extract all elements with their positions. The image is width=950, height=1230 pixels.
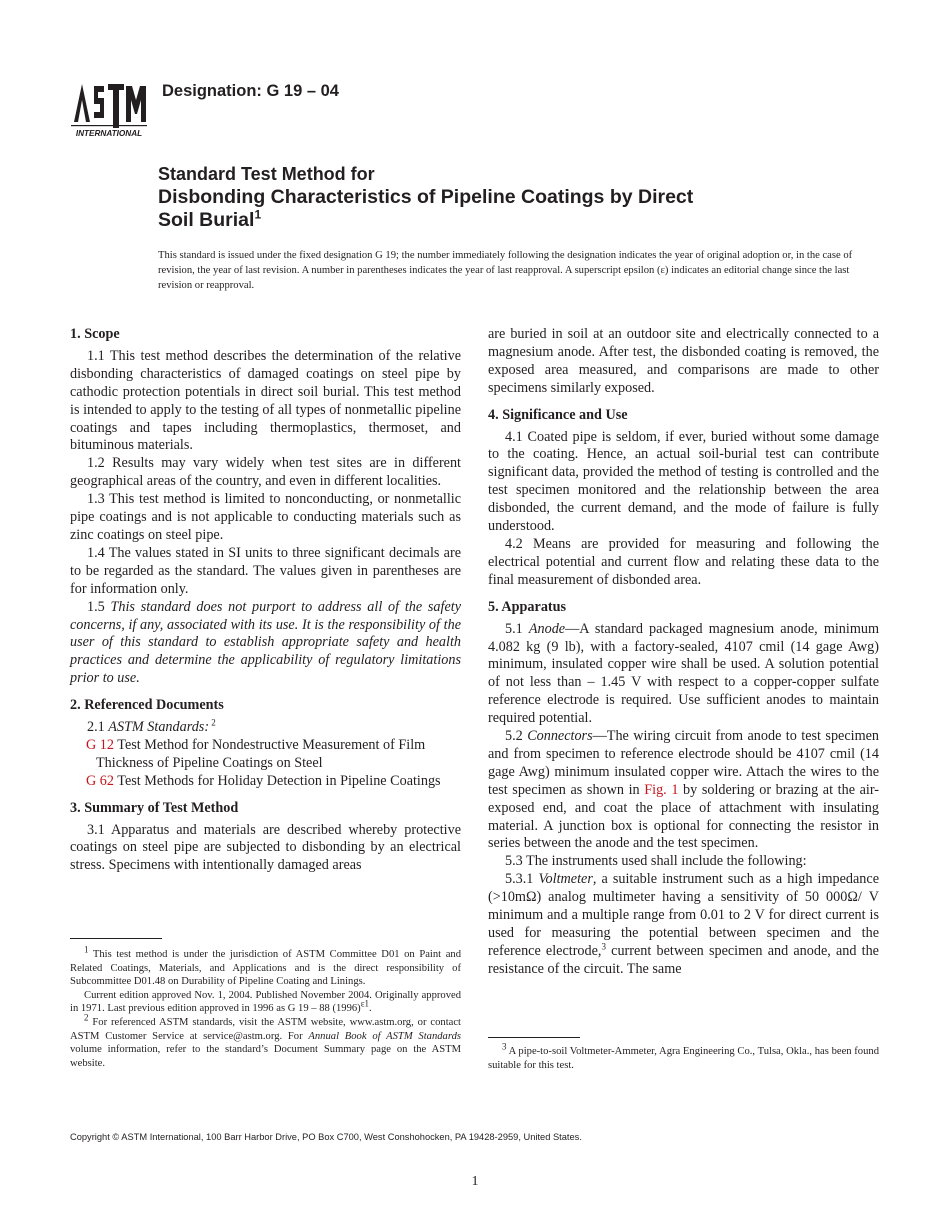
astm-logo: [68, 78, 150, 140]
section-heading-significance: 4. Significance and Use: [488, 406, 628, 423]
title-line-1: Standard Test Method for: [158, 164, 375, 184]
section-heading-apparatus: 5. Apparatus: [488, 598, 567, 615]
figure-1-link[interactable]: Fig. 1: [644, 781, 679, 798]
copyright-notice: Copyright © ASTM International, 100 Barr Harbor Drive, PO Box C700, West Conshohocken, PA 19428-2959, United States.: [70, 1132, 582, 1142]
title-footnote-mark: 1: [254, 207, 262, 222]
section-heading-summary: 3. Summary of Test Method: [70, 799, 239, 816]
footnotes-right: [488, 1041, 879, 1072]
designation: Designation: G 19 – 04: [162, 82, 339, 100]
paragraph-5-3-1: 5.3.1 Voltmeter, a suitable instrument such as a high impedance (>10mΩ) analog multimeter having a sensitivity of 50 000Ω/ V minimum and a multiple range from 0.01 to 2 V for direct current is used for measuring the potential between specimen and the reference electrode,$^3$ current between specimen and anode, and the resistance of the circuit. The same: [488, 871, 879, 977]
reference-link-g62[interactable]: G 62: [86, 772, 114, 789]
paragraph-2-1: 2.1 ASTM Standards: $^2$: [87, 717, 216, 736]
paragraph-1-3: 1.3 This test method is limited to nonconducting, or nonmetallic pipe coatings and is not applicable to conducting materials such as zinc coatings on steel pipe.: [70, 491, 461, 543]
paragraph-4-1: 4.1 Coated pipe is seldom, if ever, buried without some damage to the coating. Hence, an actual soil-burial test can contribute significant data, provided the method of testing is controlled and the test specimen monitored and the relationship between the area disbonded, the current demand, and the mode of failure is fully understood.: [488, 428, 879, 535]
title-line-2: Disbonding Characteristics of Pipeline Coatings by Direct: [158, 186, 694, 208]
svg-text:INTERNATIONAL: INTERNATIONAL: [75, 129, 143, 138]
title-line-3: Soil Burial: [158, 209, 255, 231]
footnote-divider-right: [488, 1037, 580, 1038]
paragraph-5-3: 5.3 The instruments used shall include the following:: [505, 853, 807, 870]
section-heading-referenced: 2. Referenced Documents: [70, 697, 224, 714]
footnote-1: $^1$ This test method is under the jurisdiction of ASTM Committee D01 on Paint and Related Coatings, Materials, and Applications and is the direct responsibility of Subcommittee D01.48 on Durability of Pipeline Coating and Linings.: [70, 944, 461, 988]
footnote-1-edition: Current edition approved Nov. 1, 2004. Published November 2004. Originally approved in 1971. Last previous edition approved in 1996 as G 19 – 88 $(1996)^{\varepsilon 1}$.: [70, 989, 461, 1015]
section-heading-scope: 1. Scope: [70, 326, 120, 342]
paragraph-5-1: 5.1 Anode—A standard packaged magnesium anode, minimum 4.082 kg (9 lb), with a factory-sealed, 4107 cmil (14 gage Awg) minimum, insulated copper wire shall be used. A solution potential of not less than – 1.45 V with respect to a copper-copper sulfate reference electrode is required. Use sufficient anodes to maintain required potential.: [488, 620, 879, 727]
issue-note: This standard is issued under the fixed designation G 19; the number immediately following the designation indicates the year of original adoption or, in the case of revision, the year of last revision. A number in parentheses indicates the year of last reapproval. A superscript epsilon (ε) indicates an editorial change since the last revision or reapproval.: [158, 250, 853, 291]
paragraph-1-4: 1.4 The values stated in SI units to three significant decimals are to be regarded as the standard. The values given in parentheses are for information only.: [70, 544, 461, 597]
footnotes-left: [70, 944, 461, 1070]
footnote-divider-left: [70, 938, 162, 939]
paragraph-5-2: 5.2 Connectors—The wiring circuit from anode to test specimen and from specimen to reference electrode should be 4107 cmil (14 gage Awg) minimum insulated copper wire. Attach the wires to the test specimen as shown in Fig. 1 by soldering or brazing at the air-exposed end, and coat the place of attachment with insulating material. A junction box is optional for connecting the resistor in series between the anode and the test specimen.: [488, 728, 880, 852]
paragraph-1-2: 1.2 Results may vary widely when test sites are in different geographical areas of the country, and even in different localities.: [70, 455, 461, 490]
reference-g12: G 12 Test Method for Nondestructive Measurement of Film Thickness of Pipeline Coatings on Steel: [86, 736, 426, 771]
reference-link-g12[interactable]: G 12: [86, 736, 114, 753]
reference-g62: G 62 Test Methods for Holiday Detection in Pipeline Coatings: [86, 772, 441, 789]
paragraph-3-1-continued: are buried in soil at an outdoor site and electrically connected to a magnesium anode. After test, the disbonded coating is removed, the exposed area measured, and comparisons are made to other specimens similarly exposed.: [488, 326, 879, 396]
paragraph-4-2: 4.2 Means are provided for measuring and following the electrical potential and current flow and relating these data to the final measurement of disbonded area.: [488, 535, 879, 588]
paragraph-1-5: 1.5 This standard does not purport to address all of the safety concerns, if any, associated with its use. It is the responsibility of the user of this standard to establish appropriate safety and health practices and determine the applicability of regulatory limitations prior to use.: [70, 598, 461, 687]
left-column: [70, 326, 461, 875]
right-column: [488, 326, 879, 979]
footnote-3: $^3$ A pipe-to-soil Voltmeter-Ammeter, Agra Engineering Co., Tulsa, Okla., has been found suitable for this test.: [488, 1041, 879, 1071]
footnote-2: $^2$ For referenced ASTM standards, visit the ASTM website, www.astm.org, or contact ASTM Customer Service at service@astm.org. For Annual Book of ASTM Standards volume information, refer to the standard’s Document Summary page on the ASTM website.: [70, 1012, 461, 1069]
page-number: 1: [471, 1174, 479, 1189]
document-title: [158, 163, 818, 232]
paragraph-3-1: 3.1 Apparatus and materials are described whereby protective coatings on steel pipe are subjected to disbonding by an electrical stress. Specimens with intentionally damaged areas: [70, 821, 461, 874]
paragraph-1-1: 1.1 This test method describes the determination of the relative disbonding characteristics of damaged coatings on steel pipe by cathodic protection potentials in direct soil burial. This test method is intended to apply to the testing of all types of nonmetallic pipeline coatings and tapes including thermoplastics, thermoset, and bituminous materials.: [70, 347, 461, 454]
